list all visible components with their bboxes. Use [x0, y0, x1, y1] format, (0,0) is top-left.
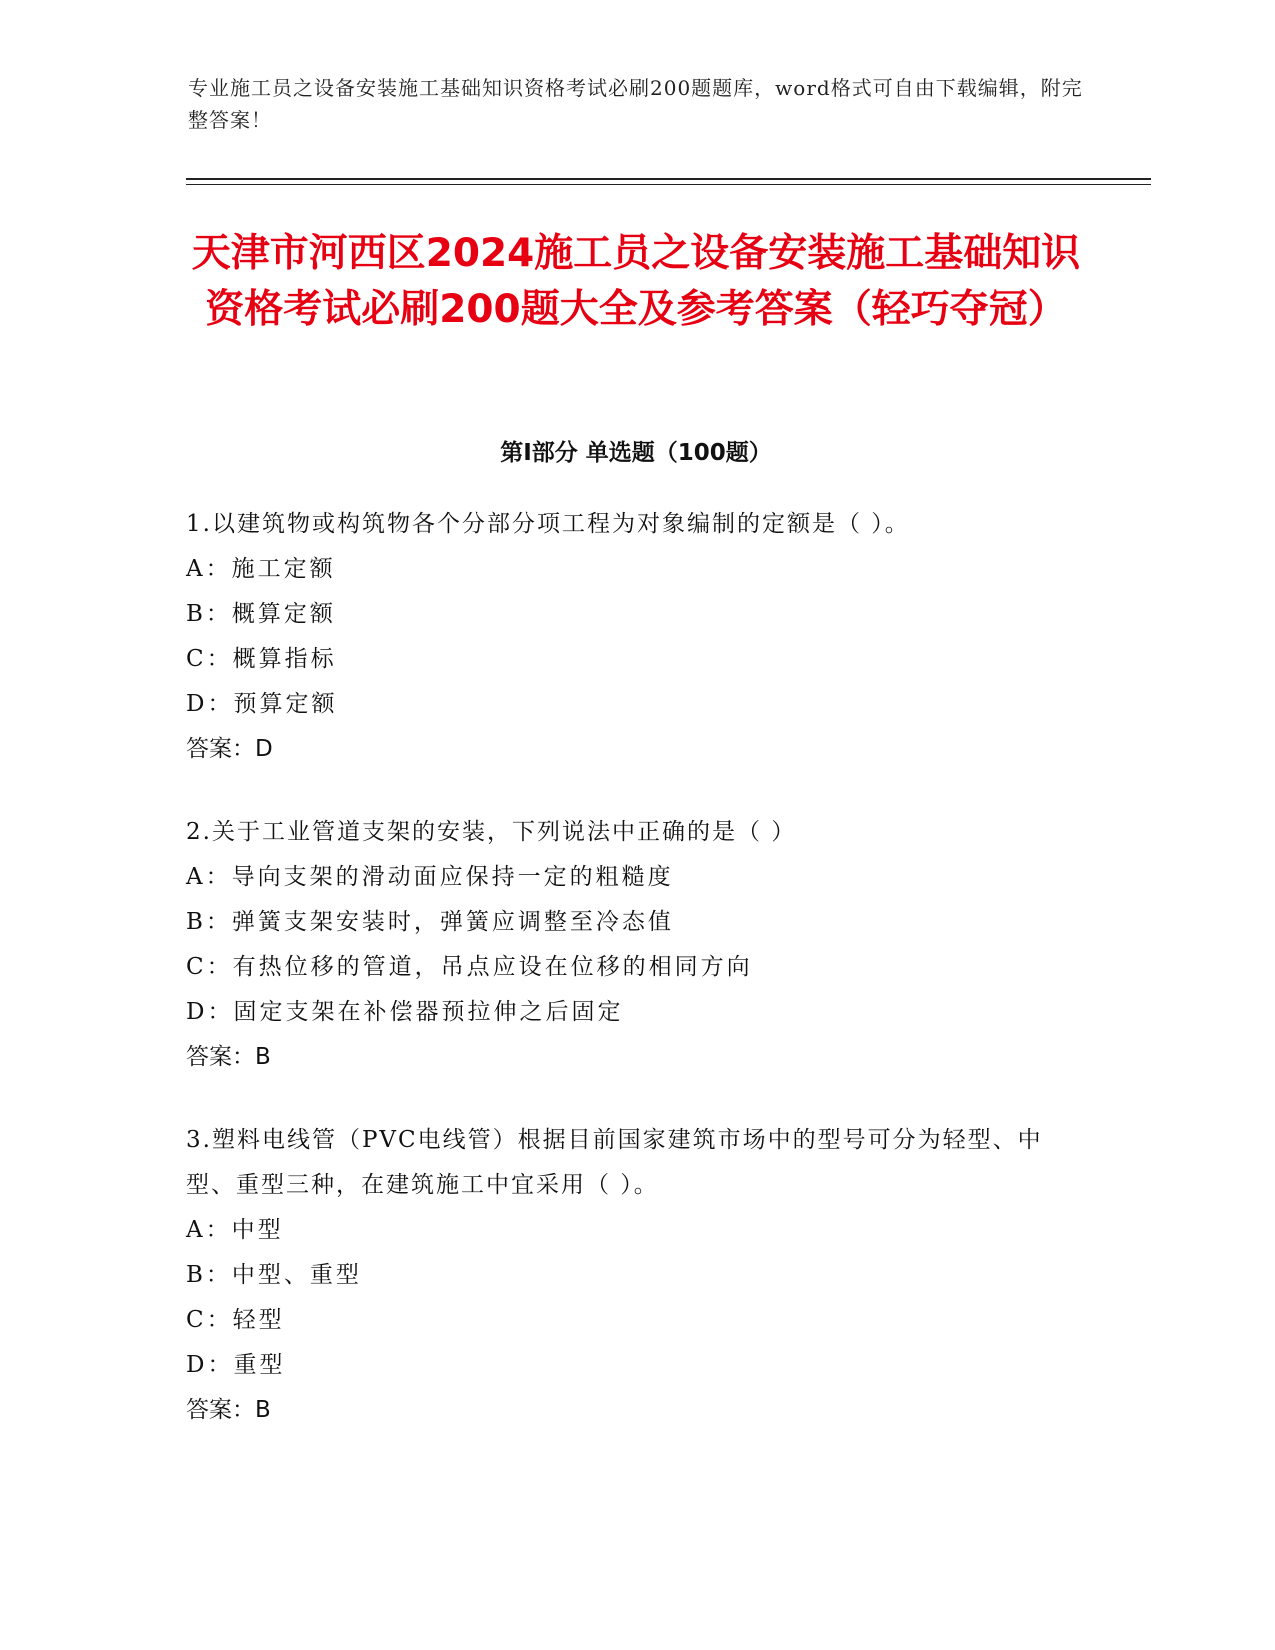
question-1	[186, 502, 1086, 772]
option-a: A：导向支架的滑动面应保持一定的粗糙度	[186, 864, 674, 890]
question-stem: 2.关于工业管道支架的安装，下列说法中正确的是（ ）	[186, 819, 797, 845]
question-2	[186, 810, 1086, 1080]
option-a: A：施工定额	[186, 556, 336, 582]
header-divider	[186, 178, 1151, 180]
option-c: C：概算指标	[186, 646, 337, 672]
option-c: C：有热位移的管道，吊点应设在位移的相同方向	[186, 954, 753, 980]
option-b: B：弹簧支架安装时，弹簧应调整至冷态值	[186, 909, 674, 935]
option-a: A：中型	[186, 1217, 284, 1243]
option-d: D：预算定额	[186, 691, 338, 717]
section-title: 第I部分 单选题（100题）	[500, 440, 772, 466]
answer: 答案：D	[186, 736, 273, 762]
question-stem: 3.塑料电线管（PVC电线管）根据目前国家建筑市场中的型号可分为轻型、中型、重型三种，在建筑施工中宜采用（ ）。	[186, 1127, 1043, 1198]
question-stem: 1.以建筑物或构筑物各个分部分项工程为对象编制的定额是（ ）。	[186, 511, 910, 537]
option-d: D：固定支架在补偿器预拉伸之后固定	[186, 999, 624, 1025]
option-d: D：重型	[186, 1352, 286, 1378]
header-note: 专业施工员之设备安装施工基础知识资格考试必刷200题题库，word格式可自由下载编辑，附完整答案！	[188, 76, 1083, 132]
option-b: B：中型、重型	[186, 1262, 362, 1288]
question-3	[186, 1118, 1086, 1433]
option-b: B：概算定额	[186, 601, 336, 627]
document-title: 天津市河西区2024施工员之设备安装施工基础知识资格考试必刷200题大全及参考答案（轻巧夺冠）	[191, 231, 1081, 332]
answer: 答案：B	[186, 1397, 271, 1423]
header-divider-thin	[186, 184, 1151, 185]
option-c: C：轻型	[186, 1307, 285, 1333]
answer: 答案：B	[186, 1044, 271, 1070]
